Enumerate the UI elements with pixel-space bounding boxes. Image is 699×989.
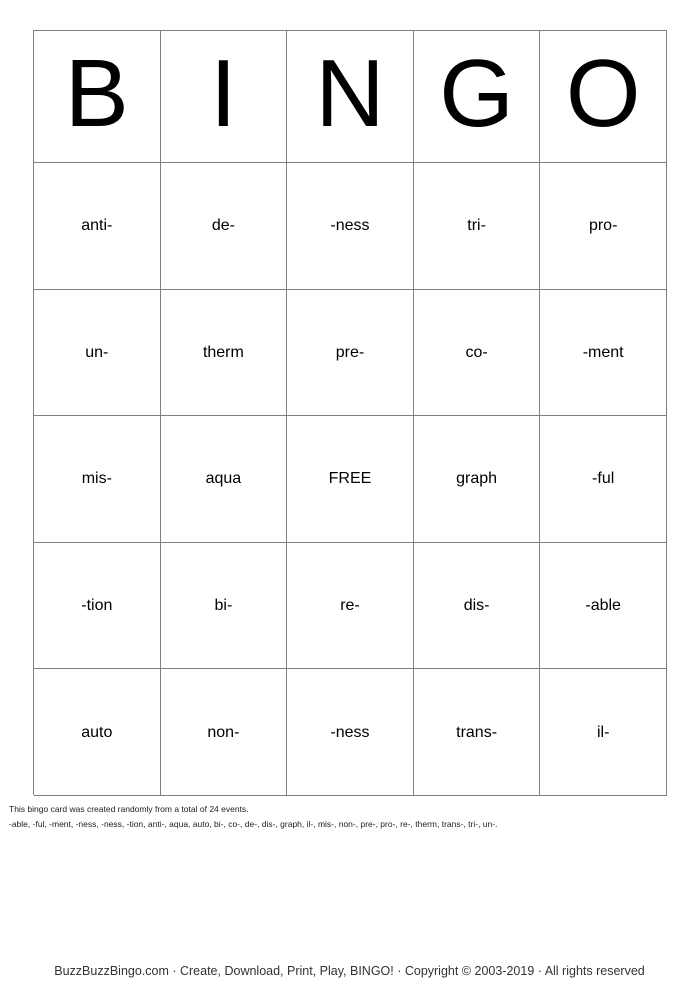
- bingo-cell[interactable]: [414, 163, 541, 290]
- bingo-cell-label: non-: [207, 723, 240, 741]
- bingo-header-letter: O: [565, 39, 641, 147]
- bingo-cell-label: -ness: [330, 217, 370, 235]
- fine-print: [9, 802, 669, 832]
- bingo-header-letter: G: [439, 39, 514, 147]
- bingo-cell-label: pre-: [335, 343, 365, 361]
- bingo-cell[interactable]: [414, 543, 541, 670]
- bingo-cell-label: -ful: [592, 470, 615, 488]
- bingo-cell[interactable]: [287, 290, 414, 417]
- bingo-header-cell-g: [414, 31, 541, 163]
- bingo-header-cell-o: [540, 31, 667, 163]
- bingo-cell[interactable]: [540, 416, 667, 543]
- bingo-cell[interactable]: [34, 543, 161, 670]
- bingo-cell-label: co-: [465, 343, 488, 361]
- bingo-cell[interactable]: [414, 290, 541, 417]
- bingo-cell[interactable]: [34, 669, 161, 796]
- bingo-cell[interactable]: [287, 543, 414, 670]
- bingo-cell-label: aqua: [205, 470, 242, 488]
- bingo-cell-label: bi-: [214, 596, 233, 614]
- bingo-row: [34, 543, 667, 670]
- bingo-cell[interactable]: [161, 543, 288, 670]
- bingo-cell-label: auto: [81, 723, 113, 741]
- bingo-row: [34, 163, 667, 290]
- bingo-cell-label: de-: [211, 217, 235, 235]
- bingo-row: [34, 416, 667, 543]
- bingo-header-letter: N: [315, 39, 385, 147]
- bingo-cell-label: tri-: [467, 217, 486, 235]
- bingo-cell[interactable]: [414, 416, 541, 543]
- bingo-cell-label: dis-: [463, 596, 490, 614]
- bingo-cell-label: il-: [596, 723, 610, 741]
- bingo-cell-label: -ment: [582, 343, 624, 361]
- bingo-cell[interactable]: [161, 416, 288, 543]
- bingo-cell-label: FREE: [328, 470, 372, 488]
- bingo-cell-label: re-: [340, 596, 360, 614]
- bingo-cell-label: -able: [585, 596, 621, 614]
- footer-text: BuzzBuzzBingo.com · Create, Download, Print, Play, BINGO! · Copyright © 2003-2019 · All rights reserved: [54, 964, 645, 978]
- bingo-cell[interactable]: [34, 416, 161, 543]
- bingo-cell-label: -ness: [330, 723, 370, 741]
- bingo-cell-label: trans-: [456, 723, 498, 741]
- bingo-cell[interactable]: [161, 290, 288, 417]
- bingo-cell[interactable]: [540, 290, 667, 417]
- bingo-header-cell-b: [34, 31, 161, 163]
- bingo-cell[interactable]: [161, 669, 288, 796]
- bingo-cell-label: mis-: [81, 470, 112, 488]
- fine-print-summary: This bingo card was created randomly from a total of 24 events.: [9, 804, 249, 814]
- fine-print-word-list: -able, -ful, -ment, -ness, -ness, -tion, anti-, aqua, auto, bi-, co-, de-, dis-, graph, il-, mis-, non-, pre-, pro-, re-, therm, trans-, tri-, un-.: [9, 819, 498, 829]
- bingo-header-row: [34, 31, 667, 163]
- page-footer: [0, 962, 699, 980]
- bingo-cell[interactable]: [540, 543, 667, 670]
- bingo-cell-label: -tion: [81, 596, 113, 614]
- bingo-cell-label: un-: [85, 343, 109, 361]
- bingo-cell[interactable]: [34, 163, 161, 290]
- bingo-cell[interactable]: [34, 290, 161, 417]
- bingo-cell[interactable]: [540, 163, 667, 290]
- bingo-cell-label: anti-: [81, 217, 113, 235]
- bingo-card: [33, 30, 667, 795]
- bingo-cell[interactable]: [287, 669, 414, 796]
- bingo-header-cell-i: [161, 31, 288, 163]
- bingo-cell[interactable]: [287, 163, 414, 290]
- bingo-cell-label: graph: [456, 470, 498, 488]
- bingo-cell-label: therm: [202, 343, 244, 361]
- bingo-cell[interactable]: [540, 669, 667, 796]
- bingo-cell[interactable]: [161, 163, 288, 290]
- bingo-header-cell-n: [287, 31, 414, 163]
- bingo-cell[interactable]: [414, 669, 541, 796]
- bingo-row: [34, 669, 667, 796]
- bingo-header-letter: B: [64, 39, 129, 147]
- bingo-cell-label: pro-: [588, 217, 618, 235]
- bingo-row: [34, 290, 667, 417]
- bingo-cell-free[interactable]: [287, 416, 414, 543]
- bingo-header-letter: I: [210, 39, 237, 147]
